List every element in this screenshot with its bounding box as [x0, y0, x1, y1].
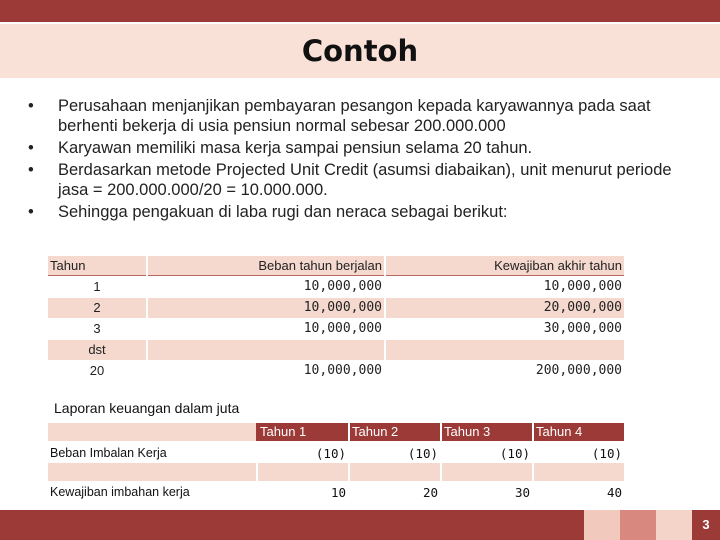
bullet-marker: •: [28, 139, 34, 157]
row-label-kewajiban: Kewajiban imbahan kerja: [50, 485, 190, 499]
bullet-marker: •: [28, 97, 34, 115]
header-tahun: Tahun: [48, 256, 146, 276]
bullet-marker: •: [28, 161, 34, 179]
bullet-marker: •: [28, 203, 34, 221]
footer-square: [584, 510, 620, 540]
bullet-item: • Perusahaan menjanjikan pembayaran pesangon kepada karyawannya pada saat berhenti bekerja di usia pensiun normal sebesar 200.000.000: [28, 97, 651, 135]
row-label-beban-imbalan: Beban Imbalan Kerja: [50, 446, 167, 460]
page-number: 3: [692, 510, 720, 540]
bullet-item: • Berdasarkan metode Projected Unit Credit (asumsi diabaikan), unit menurut periode jasa = 200.000.000/20 = 10.000.000.: [28, 161, 672, 199]
header-blank: [48, 423, 256, 441]
table-header-row: [48, 256, 624, 276]
bullet-list: [26, 96, 686, 224]
benefit-schedule-table: [48, 256, 624, 384]
footer-square: [620, 510, 656, 540]
table-row: dst: [48, 340, 624, 360]
report-header-tahun-2: Tahun 2: [352, 424, 399, 439]
report-header-tahun-4: Tahun 4: [536, 424, 583, 439]
report-label: Laporan keuangan dalam juta: [54, 400, 240, 416]
report-header-tahun-1: Tahun 1: [260, 424, 307, 439]
table-row: 1 10,000,000 10,000,000: [93, 279, 622, 294]
bullet-item: • Sehingga pengakuan di laba rugi dan neraca sebagai berikut:: [28, 203, 508, 221]
header-beban: Beban tahun berjalan: [148, 256, 384, 276]
bullet-item: • Karyawan memiliki masa kerja sampai pensiun selama 20 tahun.: [28, 139, 533, 157]
table-row: 20 10,000,000 200,000,000: [89, 363, 622, 378]
table-row: 2 10,000,000 20,000,000: [48, 298, 624, 318]
report-header-tahun-3: Tahun 3: [444, 424, 491, 439]
table-row: 3 10,000,000 30,000,000: [93, 321, 622, 336]
slide-title: Contoh: [301, 34, 419, 68]
top-bar: [0, 0, 720, 22]
title-band: [0, 22, 720, 78]
spacer-row: [48, 463, 624, 481]
footer-square: [656, 510, 692, 540]
header-kewajiban: Kewajiban akhir tahun: [386, 256, 624, 276]
